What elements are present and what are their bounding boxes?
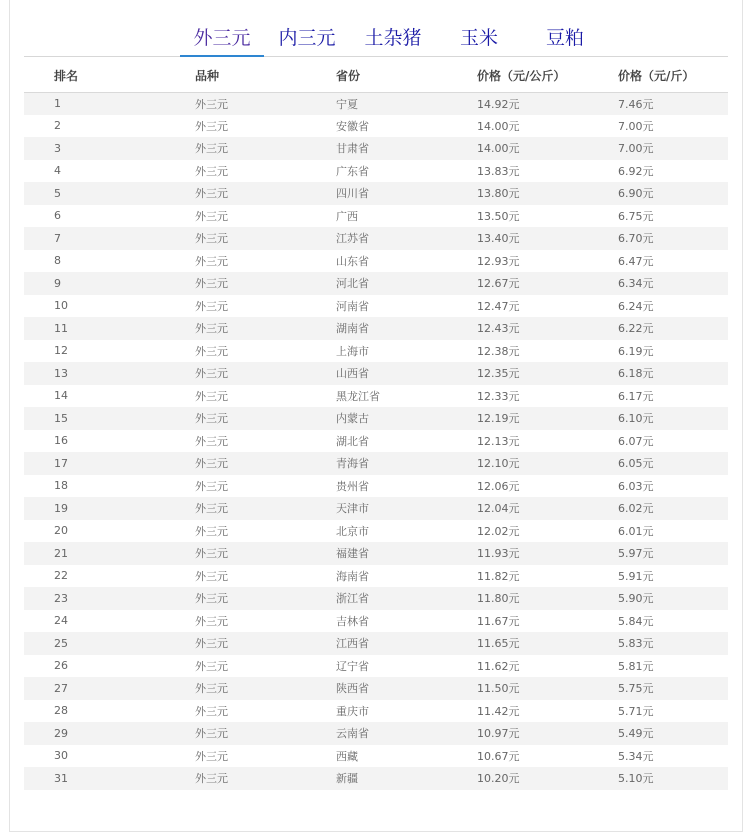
cell-price-jin: 6.07元	[618, 434, 654, 448]
cell-price-jin: 7.00元	[588, 137, 728, 160]
cell-province: 西藏	[336, 749, 358, 763]
table-row	[24, 272, 728, 295]
cell-price-kg: 11.67元	[477, 614, 520, 628]
cell-variety: 外三元	[165, 632, 306, 655]
cell-province: 福建省	[306, 542, 447, 565]
cell-price-kg: 11.65元	[447, 632, 588, 655]
table-row	[24, 205, 728, 228]
cell-province: 广西	[336, 209, 358, 223]
cell-rank: 23	[24, 587, 165, 610]
cell-rank: 9	[24, 272, 165, 295]
cell-variety: 外三元	[195, 164, 228, 178]
cell-price-kg: 12.13元	[477, 434, 520, 448]
table-row	[24, 677, 728, 700]
cell-variety: 外三元	[165, 452, 306, 475]
cell-price-jin: 6.24元	[618, 299, 654, 313]
cell-price-kg: 14.00元	[447, 137, 588, 160]
cell-rank: 5	[24, 182, 165, 205]
table-row	[24, 655, 728, 678]
cell-price-jin: 6.05元	[588, 452, 728, 475]
cell-rank: 1	[24, 92, 165, 115]
cell-variety: 外三元	[165, 497, 306, 520]
cell-price-kg: 12.10元	[447, 452, 588, 475]
table-row	[24, 610, 728, 633]
cell-price-kg: 12.02元	[477, 524, 520, 538]
cell-price-kg: 12.38元	[477, 344, 520, 358]
cell-province: 上海市	[336, 344, 369, 358]
cell-province: 内蒙古	[306, 407, 447, 430]
cell-province: 天津市	[306, 497, 447, 520]
table-row	[24, 520, 728, 543]
cell-price-jin: 5.97元	[588, 542, 728, 565]
cell-price-kg: 12.43元	[447, 317, 588, 340]
cell-variety: 外三元	[165, 272, 306, 295]
cell-province: 江苏省	[306, 227, 447, 250]
tab-tuzazhu[interactable]: 土杂猪	[364, 27, 422, 49]
cell-price-jin: 5.90元	[588, 587, 728, 610]
cell-price-jin: 7.46元	[588, 92, 728, 115]
cell-variety: 外三元	[165, 587, 306, 610]
cell-rank: 24	[54, 614, 68, 628]
table-row	[24, 340, 728, 363]
price-table	[24, 60, 728, 790]
cell-province: 湖北省	[336, 434, 369, 448]
cell-rank: 8	[54, 254, 61, 268]
cell-price-jin: 5.10元	[588, 767, 728, 790]
table-row	[24, 430, 728, 453]
cell-price-jin: 5.49元	[588, 722, 728, 745]
cell-price-kg: 11.82元	[477, 569, 520, 583]
cell-rank: 30	[54, 749, 68, 763]
cell-rank: 6	[54, 209, 61, 223]
cell-price-jin: 5.91元	[618, 569, 654, 583]
price-panel	[9, 0, 743, 832]
cell-price-jin: 6.19元	[618, 344, 654, 358]
cell-price-kg: 12.47元	[477, 299, 520, 313]
cell-rank: 28	[54, 704, 68, 718]
cell-price-jin: 6.10元	[588, 407, 728, 430]
cell-province: 贵州省	[336, 479, 369, 493]
cell-variety: 外三元	[165, 722, 306, 745]
table-row	[24, 227, 728, 250]
table-body	[24, 92, 728, 790]
table-row	[24, 362, 728, 385]
cell-rank: 7	[24, 227, 165, 250]
cell-variety: 外三元	[165, 542, 306, 565]
cell-rank: 18	[54, 479, 68, 493]
cell-price-kg: 14.92元	[447, 92, 588, 115]
table-row	[24, 385, 728, 408]
cell-variety: 外三元	[195, 614, 228, 628]
cell-province: 重庆市	[336, 704, 369, 718]
cell-price-kg: 10.20元	[447, 767, 588, 790]
table-row	[24, 542, 728, 565]
cell-price-jin: 6.92元	[618, 164, 654, 178]
table-row	[24, 475, 728, 498]
table-row	[24, 317, 728, 340]
cell-province: 北京市	[336, 524, 369, 538]
cell-price-kg: 12.93元	[477, 254, 520, 268]
table-row	[24, 137, 728, 160]
cell-variety: 外三元	[165, 317, 306, 340]
cell-variety: 外三元	[165, 92, 306, 115]
cell-variety: 外三元	[165, 767, 306, 790]
cell-province: 宁夏	[306, 92, 447, 115]
column-header-price-kg: 价格（元/公斤）	[447, 60, 588, 92]
cell-province: 陕西省	[306, 677, 447, 700]
cell-rank: 31	[24, 767, 165, 790]
cell-price-kg: 13.80元	[447, 182, 588, 205]
table-row	[24, 452, 728, 475]
cell-province: 青海省	[306, 452, 447, 475]
cell-rank: 14	[54, 389, 68, 403]
tab-yumi[interactable]: 玉米	[459, 27, 498, 49]
cell-province: 新疆	[306, 767, 447, 790]
cell-rank: 15	[24, 407, 165, 430]
cell-price-jin: 6.01元	[618, 524, 654, 538]
tab-doupo[interactable]: 豆粕	[545, 27, 584, 49]
cell-price-kg: 12.67元	[447, 272, 588, 295]
cell-price-jin: 6.90元	[588, 182, 728, 205]
table-row	[24, 767, 728, 790]
cell-price-jin: 5.83元	[588, 632, 728, 655]
cell-rank: 22	[54, 569, 68, 583]
cell-price-kg: 11.80元	[447, 587, 588, 610]
cell-price-kg: 11.62元	[477, 659, 520, 673]
cell-rank: 26	[54, 659, 68, 673]
table-row	[24, 632, 728, 655]
cell-variety: 外三元	[195, 254, 228, 268]
cell-price-jin: 6.75元	[618, 209, 654, 223]
cell-variety: 外三元	[195, 524, 228, 538]
column-header-price-jin: 价格（元/斤）	[588, 60, 728, 92]
column-header-rank: 排名	[24, 60, 165, 92]
cell-price-kg: 12.19元	[447, 407, 588, 430]
cell-rank: 10	[54, 299, 68, 313]
cell-province: 山西省	[306, 362, 447, 385]
cell-variety: 外三元	[195, 569, 228, 583]
cell-variety: 外三元	[195, 659, 228, 673]
cell-price-kg: 14.00元	[477, 119, 520, 133]
cell-variety: 外三元	[195, 389, 228, 403]
cell-price-kg: 12.06元	[477, 479, 520, 493]
cell-price-jin: 5.34元	[618, 749, 654, 763]
cell-rank: 12	[54, 344, 68, 358]
table-row	[24, 115, 728, 138]
cell-rank: 4	[54, 164, 61, 178]
cell-variety: 外三元	[195, 479, 228, 493]
cell-variety: 外三元	[195, 209, 228, 223]
table-row	[24, 182, 728, 205]
cell-price-jin: 5.75元	[588, 677, 728, 700]
cell-province: 河南省	[336, 299, 369, 313]
cell-rank: 29	[24, 722, 165, 745]
cell-variety: 外三元	[165, 182, 306, 205]
cell-rank: 13	[24, 362, 165, 385]
table-row	[24, 295, 728, 318]
cell-rank: 16	[54, 434, 68, 448]
cell-province: 黑龙江省	[336, 389, 380, 403]
table-row	[24, 160, 728, 183]
table-header-row	[24, 60, 728, 92]
cell-price-kg: 11.42元	[477, 704, 520, 718]
tab-waisanyuan[interactable]: 外三元	[177, 26, 267, 56]
cell-province: 江西省	[306, 632, 447, 655]
cell-rank: 17	[24, 452, 165, 475]
cell-variety: 外三元	[165, 407, 306, 430]
cell-variety: 外三元	[195, 749, 228, 763]
cell-price-jin: 6.17元	[618, 389, 654, 403]
cell-province: 吉林省	[336, 614, 369, 628]
cell-price-jin: 5.81元	[618, 659, 654, 673]
cell-province: 辽宁省	[336, 659, 369, 673]
cell-price-kg: 11.93元	[447, 542, 588, 565]
cell-variety: 外三元	[195, 299, 228, 313]
cell-price-jin: 6.22元	[588, 317, 728, 340]
tab-neisanyuan[interactable]: 内三元	[278, 27, 336, 49]
cell-province: 河北省	[306, 272, 447, 295]
cell-price-jin: 5.71元	[618, 704, 654, 718]
cell-province: 山东省	[336, 254, 369, 268]
cell-variety: 外三元	[195, 344, 228, 358]
tab-bar	[24, 20, 728, 57]
cell-province: 安徽省	[336, 119, 369, 133]
cell-variety: 外三元	[165, 362, 306, 385]
cell-price-kg: 10.67元	[477, 749, 520, 763]
cell-rank: 3	[24, 137, 165, 160]
cell-rank: 25	[24, 632, 165, 655]
cell-variety: 外三元	[195, 434, 228, 448]
cell-rank: 20	[54, 524, 68, 538]
cell-price-kg: 11.50元	[447, 677, 588, 700]
table-row	[24, 497, 728, 520]
table-row	[24, 722, 728, 745]
cell-price-jin: 6.47元	[618, 254, 654, 268]
cell-variety: 外三元	[195, 119, 228, 133]
column-header-province: 省份	[306, 60, 447, 92]
cell-price-kg: 13.50元	[477, 209, 520, 223]
cell-province: 广东省	[336, 164, 369, 178]
cell-province: 湖南省	[306, 317, 447, 340]
cell-price-kg: 12.33元	[477, 389, 520, 403]
cell-rank: 27	[24, 677, 165, 700]
cell-rank: 11	[24, 317, 165, 340]
cell-province: 浙江省	[306, 587, 447, 610]
cell-price-kg: 12.04元	[447, 497, 588, 520]
cell-variety: 外三元	[165, 677, 306, 700]
cell-price-jin: 6.18元	[588, 362, 728, 385]
cell-price-kg: 12.35元	[447, 362, 588, 385]
cell-price-kg: 10.97元	[447, 722, 588, 745]
cell-variety: 外三元	[165, 227, 306, 250]
cell-province: 甘肃省	[306, 137, 447, 160]
cell-price-jin: 6.02元	[588, 497, 728, 520]
cell-province: 海南省	[336, 569, 369, 583]
column-header-variety: 品种	[165, 60, 306, 92]
cell-variety: 外三元	[165, 137, 306, 160]
cell-rank: 2	[54, 119, 61, 133]
table-row	[24, 250, 728, 273]
cell-variety: 外三元	[195, 704, 228, 718]
table-row	[24, 700, 728, 723]
cell-price-jin: 6.70元	[588, 227, 728, 250]
cell-price-jin: 6.34元	[588, 272, 728, 295]
cell-rank: 19	[24, 497, 165, 520]
table-row	[24, 407, 728, 430]
cell-price-jin: 7.00元	[618, 119, 654, 133]
table-row	[24, 745, 728, 768]
table-row	[24, 92, 728, 115]
cell-price-kg: 13.83元	[477, 164, 520, 178]
cell-province: 四川省	[306, 182, 447, 205]
cell-price-jin: 5.84元	[618, 614, 654, 628]
table-row	[24, 565, 728, 588]
cell-price-jin: 6.03元	[618, 479, 654, 493]
cell-province: 云南省	[306, 722, 447, 745]
cell-price-kg: 13.40元	[447, 227, 588, 250]
cell-rank: 21	[24, 542, 165, 565]
table-row	[24, 587, 728, 610]
